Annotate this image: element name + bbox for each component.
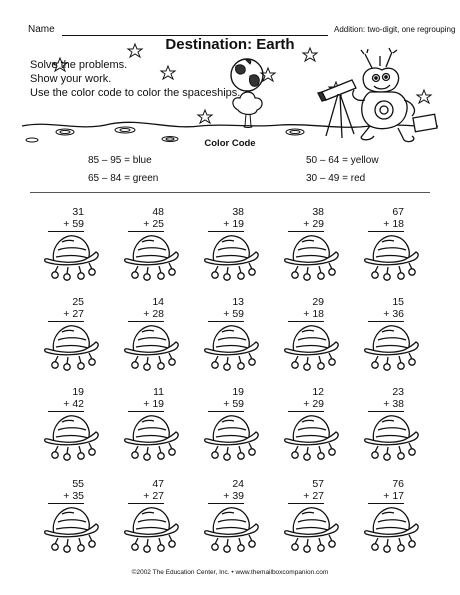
subject-label: Addition: two-digit, one regrouping — [334, 25, 456, 34]
addition-problem — [288, 386, 324, 414]
spaceship-icon[interactable] — [284, 412, 340, 464]
addition-problem — [208, 386, 244, 414]
spaceship-icon[interactable] — [284, 504, 340, 556]
spaceship-icon[interactable] — [204, 412, 260, 464]
instruction-line: Show your work. — [30, 73, 112, 85]
color-code-item: 50 – 64 = yellow — [306, 155, 379, 166]
star-icon — [53, 58, 67, 71]
star-icon — [198, 110, 212, 123]
problem-grid — [30, 206, 430, 568]
addend-top: 29 — [312, 296, 324, 308]
addend-bottom: + 35 — [63, 490, 84, 502]
name-label: Name — [28, 24, 55, 35]
addend-top: 38 — [232, 206, 244, 218]
problem-card[interactable] — [270, 386, 350, 476]
problem-card[interactable] — [30, 206, 110, 296]
color-code-item: 30 – 49 = red — [306, 173, 366, 184]
addend-bottom: + 25 — [143, 218, 164, 230]
problem-card[interactable] — [110, 206, 190, 296]
spaceship-icon[interactable] — [44, 504, 100, 556]
section-divider — [30, 192, 430, 193]
addition-problem — [208, 206, 244, 234]
alien-icon — [353, 48, 437, 142]
addend-bottom: + 28 — [143, 308, 164, 320]
problem-card[interactable] — [270, 296, 350, 386]
star-icon — [128, 44, 142, 57]
instruction-line: Use the color code to color the spaceships. — [30, 87, 241, 99]
addition-problem — [128, 296, 164, 324]
addend-bottom: + 59 — [223, 308, 244, 320]
color-code-title: Color Code — [204, 138, 256, 149]
addition-problem — [128, 206, 164, 234]
addend-bottom: + 19 — [143, 398, 164, 410]
problem-card[interactable] — [350, 206, 430, 296]
problem-card[interactable] — [110, 478, 190, 568]
problem-card[interactable] — [350, 296, 430, 386]
spaceship-icon[interactable] — [204, 232, 260, 284]
problem-card[interactable] — [350, 478, 430, 568]
addend-top: 48 — [152, 206, 164, 218]
spaceship-icon[interactable] — [204, 322, 260, 374]
addend-bottom: + 17 — [383, 490, 404, 502]
problem-card[interactable] — [350, 386, 430, 476]
addition-problem — [208, 478, 244, 506]
color-code-item: 65 – 84 = green — [88, 173, 159, 184]
addition-problem — [128, 386, 164, 414]
addition-problem — [288, 206, 324, 234]
addend-bottom: + 27 — [63, 308, 84, 320]
problem-card[interactable] — [190, 478, 270, 568]
instruction-line: Solve the problems. — [30, 59, 128, 71]
addend-top: 11 — [153, 386, 164, 398]
problem-card[interactable] — [190, 206, 270, 296]
spaceship-icon[interactable] — [44, 412, 100, 464]
star-icon — [303, 48, 317, 61]
earth-icon — [231, 59, 263, 91]
telescope-icon — [318, 80, 356, 138]
crater-icon — [56, 129, 74, 135]
problem-card[interactable] — [270, 478, 350, 568]
addend-bottom: + 59 — [223, 398, 244, 410]
addition-problem — [128, 478, 164, 506]
addition-problem — [48, 206, 84, 234]
spaceship-icon[interactable] — [364, 504, 420, 556]
addend-bottom: + 39 — [223, 490, 244, 502]
copyright-footer: ©2002 The Education Center, Inc. • www.themailboxcompanion.com — [131, 569, 329, 576]
addend-top: 23 — [392, 386, 404, 398]
addend-top: 19 — [72, 386, 84, 398]
problem-card[interactable] — [190, 296, 270, 386]
addend-bottom: + 42 — [63, 398, 84, 410]
addend-top: 57 — [312, 478, 324, 490]
color-code-item: 85 – 95 = blue — [88, 155, 152, 166]
addition-problem — [48, 386, 84, 414]
addend-bottom: + 27 — [143, 490, 164, 502]
problem-card[interactable] — [30, 296, 110, 386]
spaceship-icon[interactable] — [204, 504, 260, 556]
addend-top: 15 — [392, 296, 404, 308]
star-icon — [161, 66, 175, 79]
problem-card[interactable] — [110, 386, 190, 476]
problem-card[interactable] — [190, 386, 270, 476]
addend-top: 14 — [152, 296, 164, 308]
spaceship-icon[interactable] — [44, 232, 100, 284]
addend-top: 47 — [152, 478, 164, 490]
addend-bottom: + 29 — [303, 398, 324, 410]
addition-problem — [48, 296, 84, 324]
addend-bottom: + 18 — [383, 218, 404, 230]
problem-card[interactable] — [110, 296, 190, 386]
star-icon — [417, 90, 431, 103]
addend-bottom: + 19 — [223, 218, 244, 230]
spaceship-icon[interactable] — [364, 232, 420, 284]
addition-problem — [208, 296, 244, 324]
addend-top: 13 — [232, 296, 244, 308]
spaceship-icon[interactable] — [364, 322, 420, 374]
crater-icon — [286, 129, 304, 135]
addition-problem — [368, 478, 404, 506]
spaceship-icon[interactable] — [124, 412, 180, 464]
addend-top: 31 — [72, 206, 84, 218]
addend-bottom: + 38 — [383, 398, 404, 410]
addend-bottom: + 59 — [63, 218, 84, 230]
addend-bottom: + 29 — [303, 218, 324, 230]
crater-icon — [26, 138, 38, 142]
addition-problem — [368, 206, 404, 234]
addition-problem — [288, 296, 324, 324]
addend-top: 67 — [392, 206, 404, 218]
crater-icon — [115, 127, 135, 133]
spaceship-icon[interactable] — [284, 322, 340, 374]
addend-top: 12 — [312, 386, 324, 398]
addend-top: 55 — [72, 478, 84, 490]
addition-problem — [288, 478, 324, 506]
page-title: Destination: Earth — [165, 36, 295, 53]
addend-bottom: + 18 — [303, 308, 324, 320]
spaceship-icon[interactable] — [124, 232, 180, 284]
addend-bottom: + 36 — [383, 308, 404, 320]
addend-bottom: + 27 — [303, 490, 324, 502]
spaceship-icon[interactable] — [284, 232, 340, 284]
addend-top: 19 — [232, 386, 244, 398]
spaceship-icon[interactable] — [364, 412, 420, 464]
crater-icon — [162, 137, 178, 142]
problem-card[interactable] — [30, 386, 110, 476]
addend-top: 25 — [72, 296, 84, 308]
addition-problem — [368, 296, 404, 324]
problem-card[interactable] — [30, 478, 110, 568]
addend-top: 38 — [312, 206, 324, 218]
addend-top: 76 — [392, 478, 404, 490]
spaceship-icon[interactable] — [44, 322, 100, 374]
addition-problem — [368, 386, 404, 414]
addend-top: 24 — [232, 478, 244, 490]
tree-icon — [233, 92, 262, 128]
problem-card[interactable] — [270, 206, 350, 296]
spaceship-icon[interactable] — [124, 504, 180, 556]
spaceship-icon[interactable] — [124, 322, 180, 374]
addition-problem — [48, 478, 84, 506]
